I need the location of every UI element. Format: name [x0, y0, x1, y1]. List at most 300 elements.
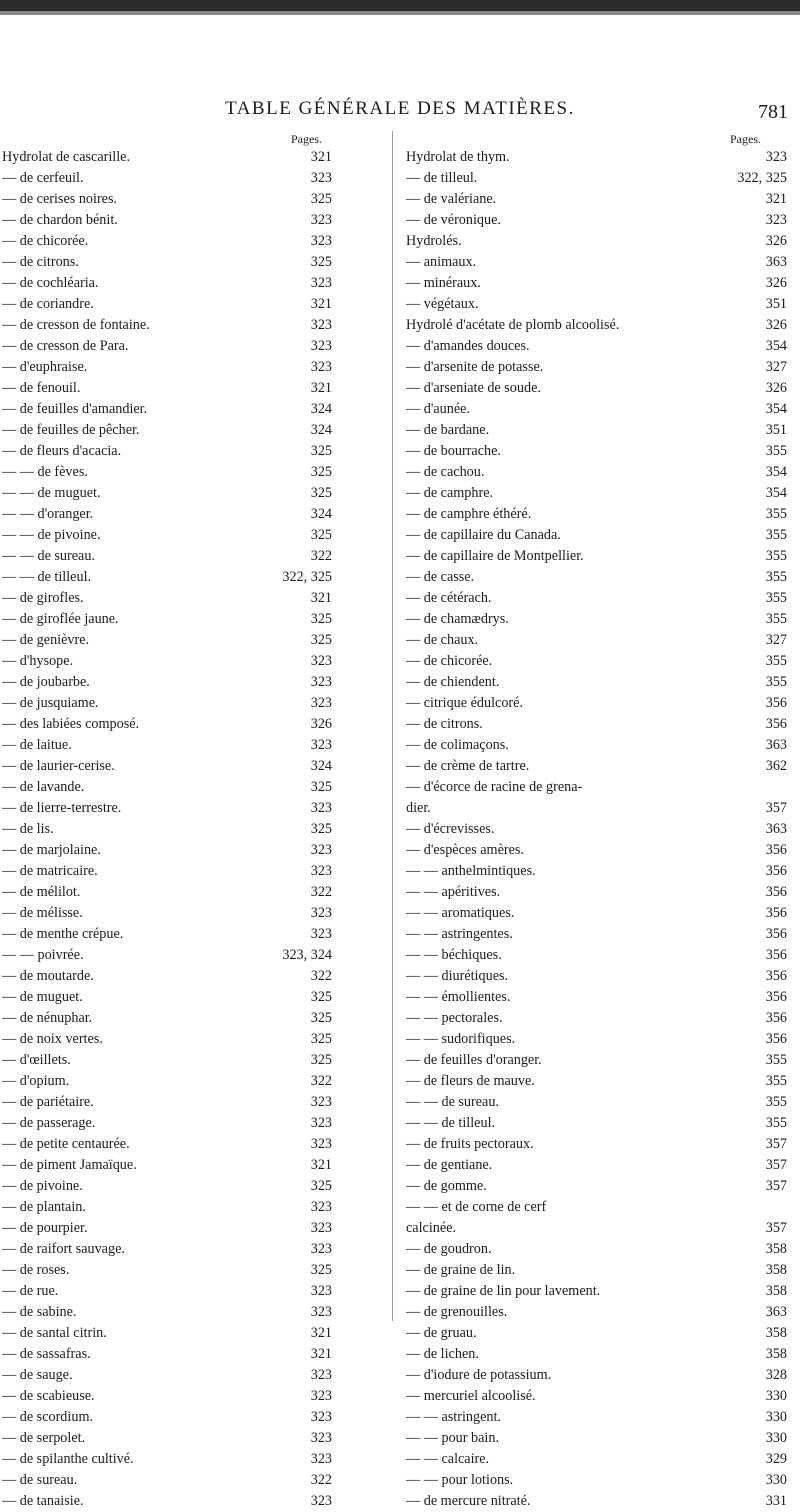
entry-text: — — de fèves.	[2, 464, 88, 480]
entry-page: 356	[765, 1031, 787, 1047]
entry-text: — — calcaire.	[406, 1451, 490, 1467]
index-entry	[406, 1407, 791, 1428]
entry-page: 321	[310, 1157, 332, 1173]
index-entry	[406, 735, 791, 756]
entry-text: — — pectorales.	[406, 1010, 503, 1026]
index-entry	[406, 861, 791, 882]
index-entry	[406, 441, 791, 462]
entry-page: 356	[765, 968, 787, 984]
entry-text: — — émollientes.	[406, 989, 511, 1005]
index-entry	[406, 1365, 791, 1386]
entry-text: — de moutarde.	[2, 968, 94, 984]
entry-page: 355	[765, 653, 787, 669]
entry-text: — de capillaire de Montpellier.	[406, 548, 584, 564]
entry-page: 356	[765, 947, 787, 963]
entry-text: — de serpolet.	[2, 1430, 86, 1446]
entry-page: 357	[765, 1157, 787, 1173]
entry-page: 324	[310, 401, 332, 417]
entry-text: — de lierre-terrestre.	[2, 800, 122, 816]
entry-page: 325	[310, 464, 332, 480]
entry-text: — d'iodure de potassium.	[406, 1367, 552, 1383]
entry-page: 357	[765, 1178, 787, 1194]
entry-page: 325	[310, 191, 332, 207]
entry-text: — d'écorce de racine de grena-	[406, 779, 583, 795]
scan-edge-dark	[0, 0, 800, 11]
entry-text: — de grenouilles.	[406, 1304, 508, 1320]
index-entry	[2, 924, 387, 945]
entry-text: — — anthelmintiques.	[406, 863, 536, 879]
entry-text: — de fleurs de mauve.	[406, 1073, 535, 1089]
entry-text: — — poivrée.	[2, 947, 84, 963]
index-entry	[2, 1113, 387, 1134]
entry-text: — — sudorifiques.	[406, 1031, 516, 1047]
index-entry	[406, 462, 791, 483]
entry-text: — — et de corne de cerf	[406, 1199, 547, 1215]
index-entry	[2, 336, 387, 357]
entry-page: 325	[310, 821, 332, 837]
entry-page: 322	[310, 884, 332, 900]
left-column	[2, 131, 387, 1512]
index-entry	[2, 1050, 387, 1071]
entry-page: 323	[310, 1115, 332, 1131]
entry-text: — de citrons.	[406, 716, 483, 732]
index-entry	[406, 1113, 791, 1134]
right-column	[406, 131, 791, 1512]
entry-text: — de gomme.	[406, 1178, 487, 1194]
index-entry	[406, 294, 791, 315]
index-entry	[2, 1008, 387, 1029]
index-entry	[406, 1050, 791, 1071]
entry-page: 323	[310, 317, 332, 333]
entry-text: — — apéritives.	[406, 884, 501, 900]
entry-page: 323	[310, 212, 332, 228]
index-entry	[2, 189, 387, 210]
index-entry	[406, 1470, 791, 1491]
entry-text: — de cerises noires.	[2, 191, 118, 207]
entry-page: 358	[765, 1346, 787, 1362]
entry-page: 363	[765, 821, 787, 837]
index-entry	[406, 1323, 791, 1344]
index-entry	[406, 1260, 791, 1281]
index-entry	[406, 1029, 791, 1050]
index-entry	[2, 1407, 387, 1428]
entry-page: 322	[310, 1472, 332, 1488]
entry-text: — de camphre éthéré.	[406, 506, 532, 522]
entry-page: 326	[765, 275, 787, 291]
entry-page: 355	[765, 1115, 787, 1131]
index-entry	[2, 1155, 387, 1176]
entry-page: 323	[310, 1136, 332, 1152]
index-entry	[406, 378, 791, 399]
entry-page: 323, 324	[282, 947, 332, 963]
entry-page: 323	[310, 1451, 332, 1467]
entry-page: 325	[310, 779, 332, 795]
index-entry	[2, 462, 387, 483]
entry-page: 323	[310, 737, 332, 753]
pages-label: Pages.	[730, 132, 761, 146]
page-title: TABLE GÉNÉRALE DES MATIÈRES.	[225, 98, 575, 119]
entry-page: 356	[765, 884, 787, 900]
entry-page: 355	[765, 569, 787, 585]
entry-text: — d'euphraise.	[2, 359, 88, 375]
entry-text: — de giroflée jaune.	[2, 611, 119, 627]
entry-text: — de tilleul.	[406, 170, 478, 186]
entry-text: — de mercure nitraté.	[406, 1493, 531, 1509]
entry-text: — de lavande.	[2, 779, 85, 795]
entry-text: — de plantain.	[2, 1199, 86, 1215]
entry-page: 325	[310, 632, 332, 648]
index-entry	[2, 1470, 387, 1491]
entry-text: — de mélilot.	[2, 884, 81, 900]
entry-page: 354	[765, 485, 787, 501]
entry-page: 362	[765, 758, 787, 774]
entry-page: 321	[310, 590, 332, 606]
entry-page: 321	[310, 1325, 332, 1341]
index-entry	[2, 903, 387, 924]
index-entry	[2, 840, 387, 861]
index-entry	[406, 945, 791, 966]
column-divider	[392, 131, 393, 1321]
entry-page: 323	[765, 212, 787, 228]
entry-page: 322, 325	[737, 170, 787, 186]
index-entry	[2, 1218, 387, 1239]
index-entry	[406, 1071, 791, 1092]
entry-page: 330	[765, 1430, 787, 1446]
entry-text: — — aromatiques.	[406, 905, 515, 921]
entry-page: 358	[765, 1241, 787, 1257]
entry-text: — d'aunée.	[406, 401, 471, 417]
index-entry	[2, 966, 387, 987]
entry-text: — de fenouil.	[2, 380, 81, 396]
entry-text: — de tanaisie.	[2, 1493, 84, 1509]
entry-text: — de chardon bénit.	[2, 212, 118, 228]
entry-page: 325	[310, 1052, 332, 1068]
index-entry	[406, 189, 791, 210]
index-entry	[2, 210, 387, 231]
index-entry	[2, 1260, 387, 1281]
index-entry	[406, 420, 791, 441]
index-entry	[2, 1344, 387, 1365]
entry-page: 325	[310, 254, 332, 270]
entry-page: 323	[310, 359, 332, 375]
entry-text: — de joubarbe.	[2, 674, 90, 690]
index-entry	[2, 1281, 387, 1302]
index-entry	[406, 1386, 791, 1407]
entry-page: 331	[765, 1493, 787, 1509]
index-entry	[2, 378, 387, 399]
entry-page: 323	[310, 863, 332, 879]
entry-text: — — astringentes.	[406, 926, 513, 942]
index-entry	[2, 357, 387, 378]
entry-page: 323	[310, 1220, 332, 1236]
entry-page: 330	[765, 1409, 787, 1425]
entry-text: dier.	[406, 800, 431, 816]
index-entry	[2, 1176, 387, 1197]
index-entry	[2, 1029, 387, 1050]
entry-text: — — de sureau.	[406, 1094, 499, 1110]
entry-text: — de spilanthe cultivé.	[2, 1451, 134, 1467]
entry-page: 355	[765, 674, 787, 690]
entry-text: Hydrolat de thym.	[406, 149, 510, 165]
entry-text: Hydrolé d'acétate de plomb alcoolisé.	[406, 317, 620, 333]
entry-text: — d'écrevisses.	[406, 821, 495, 837]
entry-page: 326	[765, 233, 787, 249]
entry-text: — — diurétiques.	[406, 968, 509, 984]
index-entry	[2, 168, 387, 189]
index-entry	[2, 1302, 387, 1323]
entry-page: 321	[310, 1346, 332, 1362]
entry-text: — d'opium.	[2, 1073, 70, 1089]
entry-page: 323	[310, 674, 332, 690]
index-entry	[2, 630, 387, 651]
entry-text: — de mélisse.	[2, 905, 83, 921]
entry-page: 321	[765, 191, 787, 207]
entry-text: — de crème de tartre.	[406, 758, 530, 774]
entry-page: 324	[310, 422, 332, 438]
entry-page: 323	[310, 338, 332, 354]
entry-text: — de goudron.	[406, 1241, 492, 1257]
index-entry	[406, 231, 791, 252]
index-entry	[406, 798, 791, 819]
entry-page: 325	[310, 989, 332, 1005]
entry-text: — de jusquiame.	[2, 695, 99, 711]
entry-page: 323	[310, 1304, 332, 1320]
entry-page: 356	[765, 695, 787, 711]
entry-page: 323	[310, 170, 332, 186]
entry-text: — de menthe crépue.	[2, 926, 124, 942]
entry-text: — — béchiques.	[406, 947, 502, 963]
entry-text: — de feuilles de pêcher.	[2, 422, 140, 438]
entry-text: — de piment Jamaïque.	[2, 1157, 137, 1173]
entry-page: 355	[765, 1094, 787, 1110]
entry-text: calcinée.	[406, 1220, 457, 1236]
entry-page: 354	[765, 464, 787, 480]
entry-page: 324	[310, 758, 332, 774]
index-entry	[406, 1155, 791, 1176]
index-entry	[2, 672, 387, 693]
entry-page: 357	[765, 800, 787, 816]
entry-text: — de gentiane.	[406, 1157, 493, 1173]
entry-page: 355	[765, 590, 787, 606]
entry-text: Hydrolés.	[406, 233, 462, 249]
entry-text: — de valériane.	[406, 191, 497, 207]
entry-text: — de cochléaria.	[2, 275, 99, 291]
entry-page: 322	[310, 968, 332, 984]
entry-page: 323	[310, 1409, 332, 1425]
entry-page: 328	[765, 1367, 787, 1383]
index-entry	[2, 1491, 387, 1512]
entry-page: 354	[765, 338, 787, 354]
entry-page: 355	[765, 1073, 787, 1089]
index-entry	[406, 252, 791, 273]
entry-page: 323	[310, 926, 332, 942]
index-entry	[406, 567, 791, 588]
entry-page: 323	[310, 1493, 332, 1509]
page-number: 781	[758, 101, 788, 123]
entry-text: — de capillaire du Canada.	[406, 527, 561, 543]
index-entry	[2, 1449, 387, 1470]
entry-text: — de matricaire.	[2, 863, 98, 879]
index-entry	[2, 693, 387, 714]
entry-text: — de bourrache.	[406, 443, 501, 459]
entry-text: — de petite centaurée.	[2, 1136, 130, 1152]
index-entry	[406, 483, 791, 504]
entry-page: 358	[765, 1283, 787, 1299]
entry-page: 325	[310, 1262, 332, 1278]
index-entry	[406, 546, 791, 567]
entry-page: 351	[765, 422, 787, 438]
entry-text: — de bardane.	[406, 422, 490, 438]
entry-page: 355	[765, 527, 787, 543]
index-entry	[2, 756, 387, 777]
index-entry	[406, 756, 791, 777]
entry-page: 326	[765, 317, 787, 333]
entry-page: 325	[310, 443, 332, 459]
entry-text: — de chamædrys.	[406, 611, 509, 627]
entry-text: — de scordium.	[2, 1409, 94, 1425]
entry-page: 323	[310, 233, 332, 249]
entry-text: — de camphre.	[406, 485, 494, 501]
entry-text: — de chicorée.	[2, 233, 89, 249]
index-entry	[2, 483, 387, 504]
index-entry	[406, 630, 791, 651]
entry-text: — mercuriel alcoolisé.	[406, 1388, 536, 1404]
index-entry	[406, 903, 791, 924]
index-entry	[2, 1323, 387, 1344]
entry-page: 326	[310, 716, 332, 732]
entry-page: 325	[310, 1010, 332, 1026]
entry-text: — de casse.	[406, 569, 475, 585]
index-entry	[2, 147, 387, 168]
entry-text: — de sabine.	[2, 1304, 77, 1320]
entry-text: — — de tilleul.	[2, 569, 92, 585]
entry-text: — des labiées composé.	[2, 716, 140, 732]
index-entry	[2, 1386, 387, 1407]
entry-page: 323	[310, 842, 332, 858]
index-entry	[406, 1008, 791, 1029]
entry-page: 325	[310, 1031, 332, 1047]
index-entry	[406, 273, 791, 294]
entry-text: — d'espèces amères.	[406, 842, 524, 858]
entry-text: — de lis.	[2, 821, 54, 837]
entry-page: 356	[765, 863, 787, 879]
entry-page: 325	[310, 527, 332, 543]
entry-text: — de genièvre.	[2, 632, 90, 648]
index-entry	[2, 567, 387, 588]
index-entry	[2, 735, 387, 756]
entry-page: 355	[765, 611, 787, 627]
entry-page: 355	[765, 506, 787, 522]
entry-text: — animaux.	[406, 254, 477, 270]
entry-text: — d'hysope.	[2, 653, 74, 669]
index-entry	[406, 1491, 791, 1512]
index-entry	[2, 525, 387, 546]
entry-page: 321	[310, 149, 332, 165]
entry-page: 323	[310, 1388, 332, 1404]
entry-page: 330	[765, 1388, 787, 1404]
entry-page: 357	[765, 1136, 787, 1152]
entry-page: 356	[765, 989, 787, 1005]
entry-page: 358	[765, 1262, 787, 1278]
entry-text: — de gruau.	[406, 1325, 477, 1341]
index-entry	[2, 609, 387, 630]
index-entry	[406, 315, 791, 336]
index-entry	[406, 1449, 791, 1470]
index-entry	[406, 1428, 791, 1449]
index-entry	[2, 273, 387, 294]
entry-text: — — de sureau.	[2, 548, 95, 564]
entry-text: — de chiendent.	[406, 674, 500, 690]
index-entry	[406, 1344, 791, 1365]
entry-text: — de graine de lin.	[406, 1262, 516, 1278]
entry-page: 327	[765, 632, 787, 648]
index-entry	[2, 588, 387, 609]
entry-page: 355	[765, 443, 787, 459]
entry-page: 322	[310, 548, 332, 564]
index-entry	[406, 1281, 791, 1302]
entry-text: — de fleurs d'acacia.	[2, 443, 122, 459]
index-entry	[2, 798, 387, 819]
entry-text: — de véronique.	[406, 212, 501, 228]
entry-page: 323	[310, 1199, 332, 1215]
index-entry	[406, 1197, 791, 1218]
index-entry	[2, 1197, 387, 1218]
entry-text: — de cresson de fontaine.	[2, 317, 150, 333]
entry-page: 323	[310, 1430, 332, 1446]
entry-page: 323	[310, 653, 332, 669]
entry-page: 363	[765, 1304, 787, 1320]
scan-edge-gray	[0, 11, 800, 15]
entry-text: — de cachou.	[406, 464, 485, 480]
entry-page: 356	[765, 842, 787, 858]
entry-text: — de pivoine.	[2, 1178, 83, 1194]
entry-text: — de laurier-cerise.	[2, 758, 115, 774]
entry-page: 363	[765, 254, 787, 270]
entry-page: 325	[310, 485, 332, 501]
index-entry	[2, 504, 387, 525]
entry-page: 356	[765, 716, 787, 732]
entry-text: Hydrolat de cascarille.	[2, 149, 131, 165]
entry-page: 323	[310, 275, 332, 291]
index-entry	[406, 336, 791, 357]
index-entry	[2, 546, 387, 567]
entry-text: — — de muguet.	[2, 485, 101, 501]
index-entry	[2, 315, 387, 336]
index-entry	[2, 252, 387, 273]
entry-text: — d'amandes douces.	[406, 338, 530, 354]
entry-page: 321	[310, 296, 332, 312]
index-entry	[2, 777, 387, 798]
entry-page: 323	[310, 800, 332, 816]
entry-page: 325	[310, 1178, 332, 1194]
index-entry	[406, 714, 791, 735]
entry-text: — de cétérach.	[406, 590, 492, 606]
entry-text: — de passerage.	[2, 1115, 96, 1131]
entry-text: — de roses.	[2, 1262, 70, 1278]
index-entry	[2, 231, 387, 252]
index-entry	[2, 882, 387, 903]
index-entry	[406, 588, 791, 609]
index-entry	[406, 147, 791, 168]
entry-text: — de chicorée.	[406, 653, 493, 669]
index-entry	[406, 1134, 791, 1155]
entry-text: — de noix vertes.	[2, 1031, 103, 1047]
entry-text: — de citrons.	[2, 254, 79, 270]
index-entry	[2, 945, 387, 966]
entry-page: 356	[765, 926, 787, 942]
right-entries	[406, 147, 791, 1512]
index-entry	[2, 294, 387, 315]
